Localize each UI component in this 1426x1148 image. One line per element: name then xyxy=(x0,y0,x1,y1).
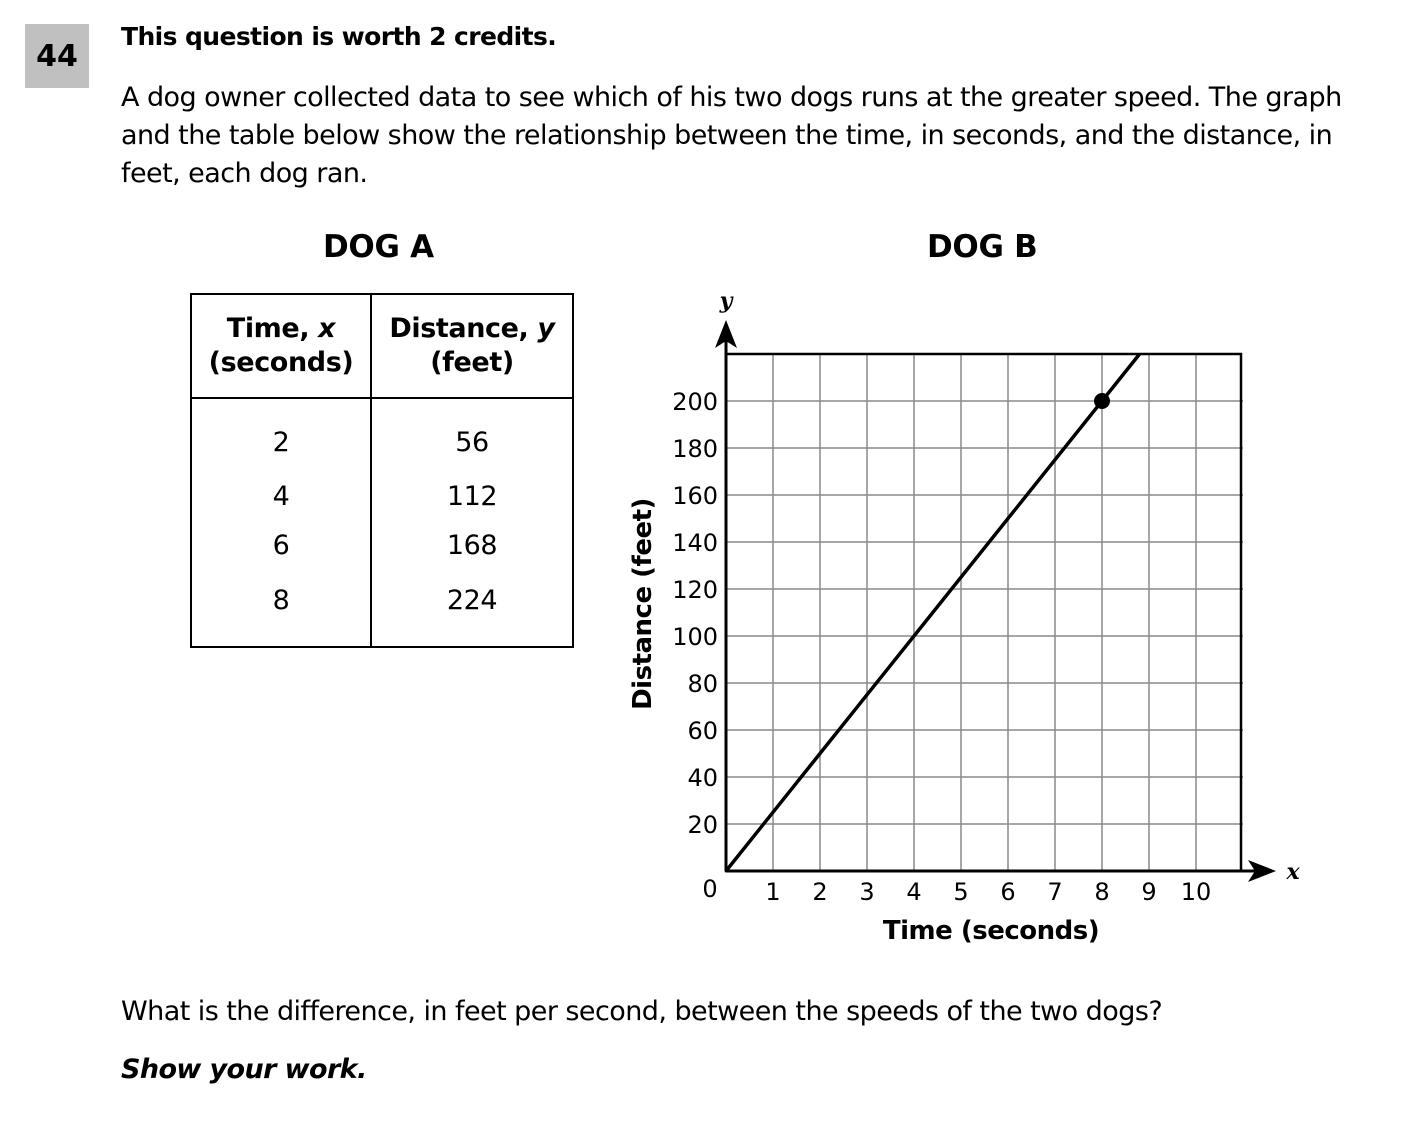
header-variable: x xyxy=(318,313,336,344)
x-axis-variable: x xyxy=(1286,859,1300,885)
x-tick-label: 7 xyxy=(1047,878,1063,906)
time-cell: 2 xyxy=(191,398,371,471)
y-tick-labels xyxy=(672,388,718,839)
table-row xyxy=(191,521,573,570)
time-cell: 4 xyxy=(191,471,371,520)
y-tick-label: 160 xyxy=(672,482,718,510)
x-tick-labels xyxy=(765,878,1211,906)
distance-column-header xyxy=(371,294,573,398)
distance-cell: 112 xyxy=(371,471,573,520)
question-prompt: A dog owner collected data to see which of his two dogs runs at the greater speed. The graph and the table below show the relationship between the time, in seconds, and the distance, in feet, each dog ran. xyxy=(121,82,1342,189)
x-axis-title: Time (seconds) xyxy=(882,916,1100,946)
table-header-row xyxy=(191,294,573,398)
x-tick-label: 8 xyxy=(1094,878,1110,906)
x-tick-label: 3 xyxy=(859,878,875,906)
question-ask: What is the difference, in feet per second, between the speeds of the two dogs? xyxy=(121,996,1163,1027)
x-tick-label: 1 xyxy=(765,878,781,906)
distance-cell: 168 xyxy=(371,521,573,570)
dog-a-table xyxy=(190,293,574,648)
origin-label: 0 xyxy=(702,875,718,903)
x-tick-label: 9 xyxy=(1141,878,1157,906)
dog-a-title: DOG A xyxy=(323,229,434,265)
table-row xyxy=(191,570,573,647)
table-row xyxy=(191,471,573,520)
show-work-instruction: Show your work. xyxy=(121,1054,367,1085)
dog-b-title: DOG B xyxy=(927,229,1038,265)
table-row xyxy=(191,398,573,471)
time-cell: 6 xyxy=(191,521,371,570)
distance-cell: 56 xyxy=(371,398,573,471)
y-tick-label: 60 xyxy=(687,717,718,745)
header-unit: (feet) xyxy=(430,347,514,378)
y-tick-label: 20 xyxy=(687,811,718,839)
plot-frame xyxy=(726,354,1241,871)
chart-grid xyxy=(726,354,1243,871)
y-tick-label: 120 xyxy=(672,576,718,604)
y-tick-label: 80 xyxy=(687,670,718,698)
y-tick-label: 100 xyxy=(672,623,718,651)
y-axis-title: Distance (feet) xyxy=(628,498,658,710)
y-axis-variable: y xyxy=(719,288,733,314)
dog-b-chart xyxy=(600,280,1320,970)
header-unit: (seconds) xyxy=(208,347,354,378)
header-label: Distance, xyxy=(389,313,538,344)
x-tick-label: 10 xyxy=(1180,878,1212,906)
dog-b-line xyxy=(726,354,1140,871)
y-tick-label: 140 xyxy=(672,529,718,557)
y-tick-label: 200 xyxy=(672,388,718,416)
time-cell: 8 xyxy=(191,570,371,647)
x-tick-label: 6 xyxy=(1000,878,1016,906)
x-tick-label: 2 xyxy=(812,878,828,906)
credits-heading: This question is worth 2 credits. xyxy=(121,22,557,51)
y-tick-label: 180 xyxy=(672,435,718,463)
header-label: Time, xyxy=(226,313,319,344)
x-tick-label: 5 xyxy=(953,878,969,906)
marked-point xyxy=(1094,393,1110,409)
y-tick-label: 40 xyxy=(687,764,718,792)
header-variable: y xyxy=(537,313,555,344)
question-number-badge: 44 xyxy=(25,24,89,88)
time-column-header xyxy=(191,294,371,398)
x-tick-label: 4 xyxy=(906,878,922,906)
distance-cell: 224 xyxy=(371,570,573,647)
